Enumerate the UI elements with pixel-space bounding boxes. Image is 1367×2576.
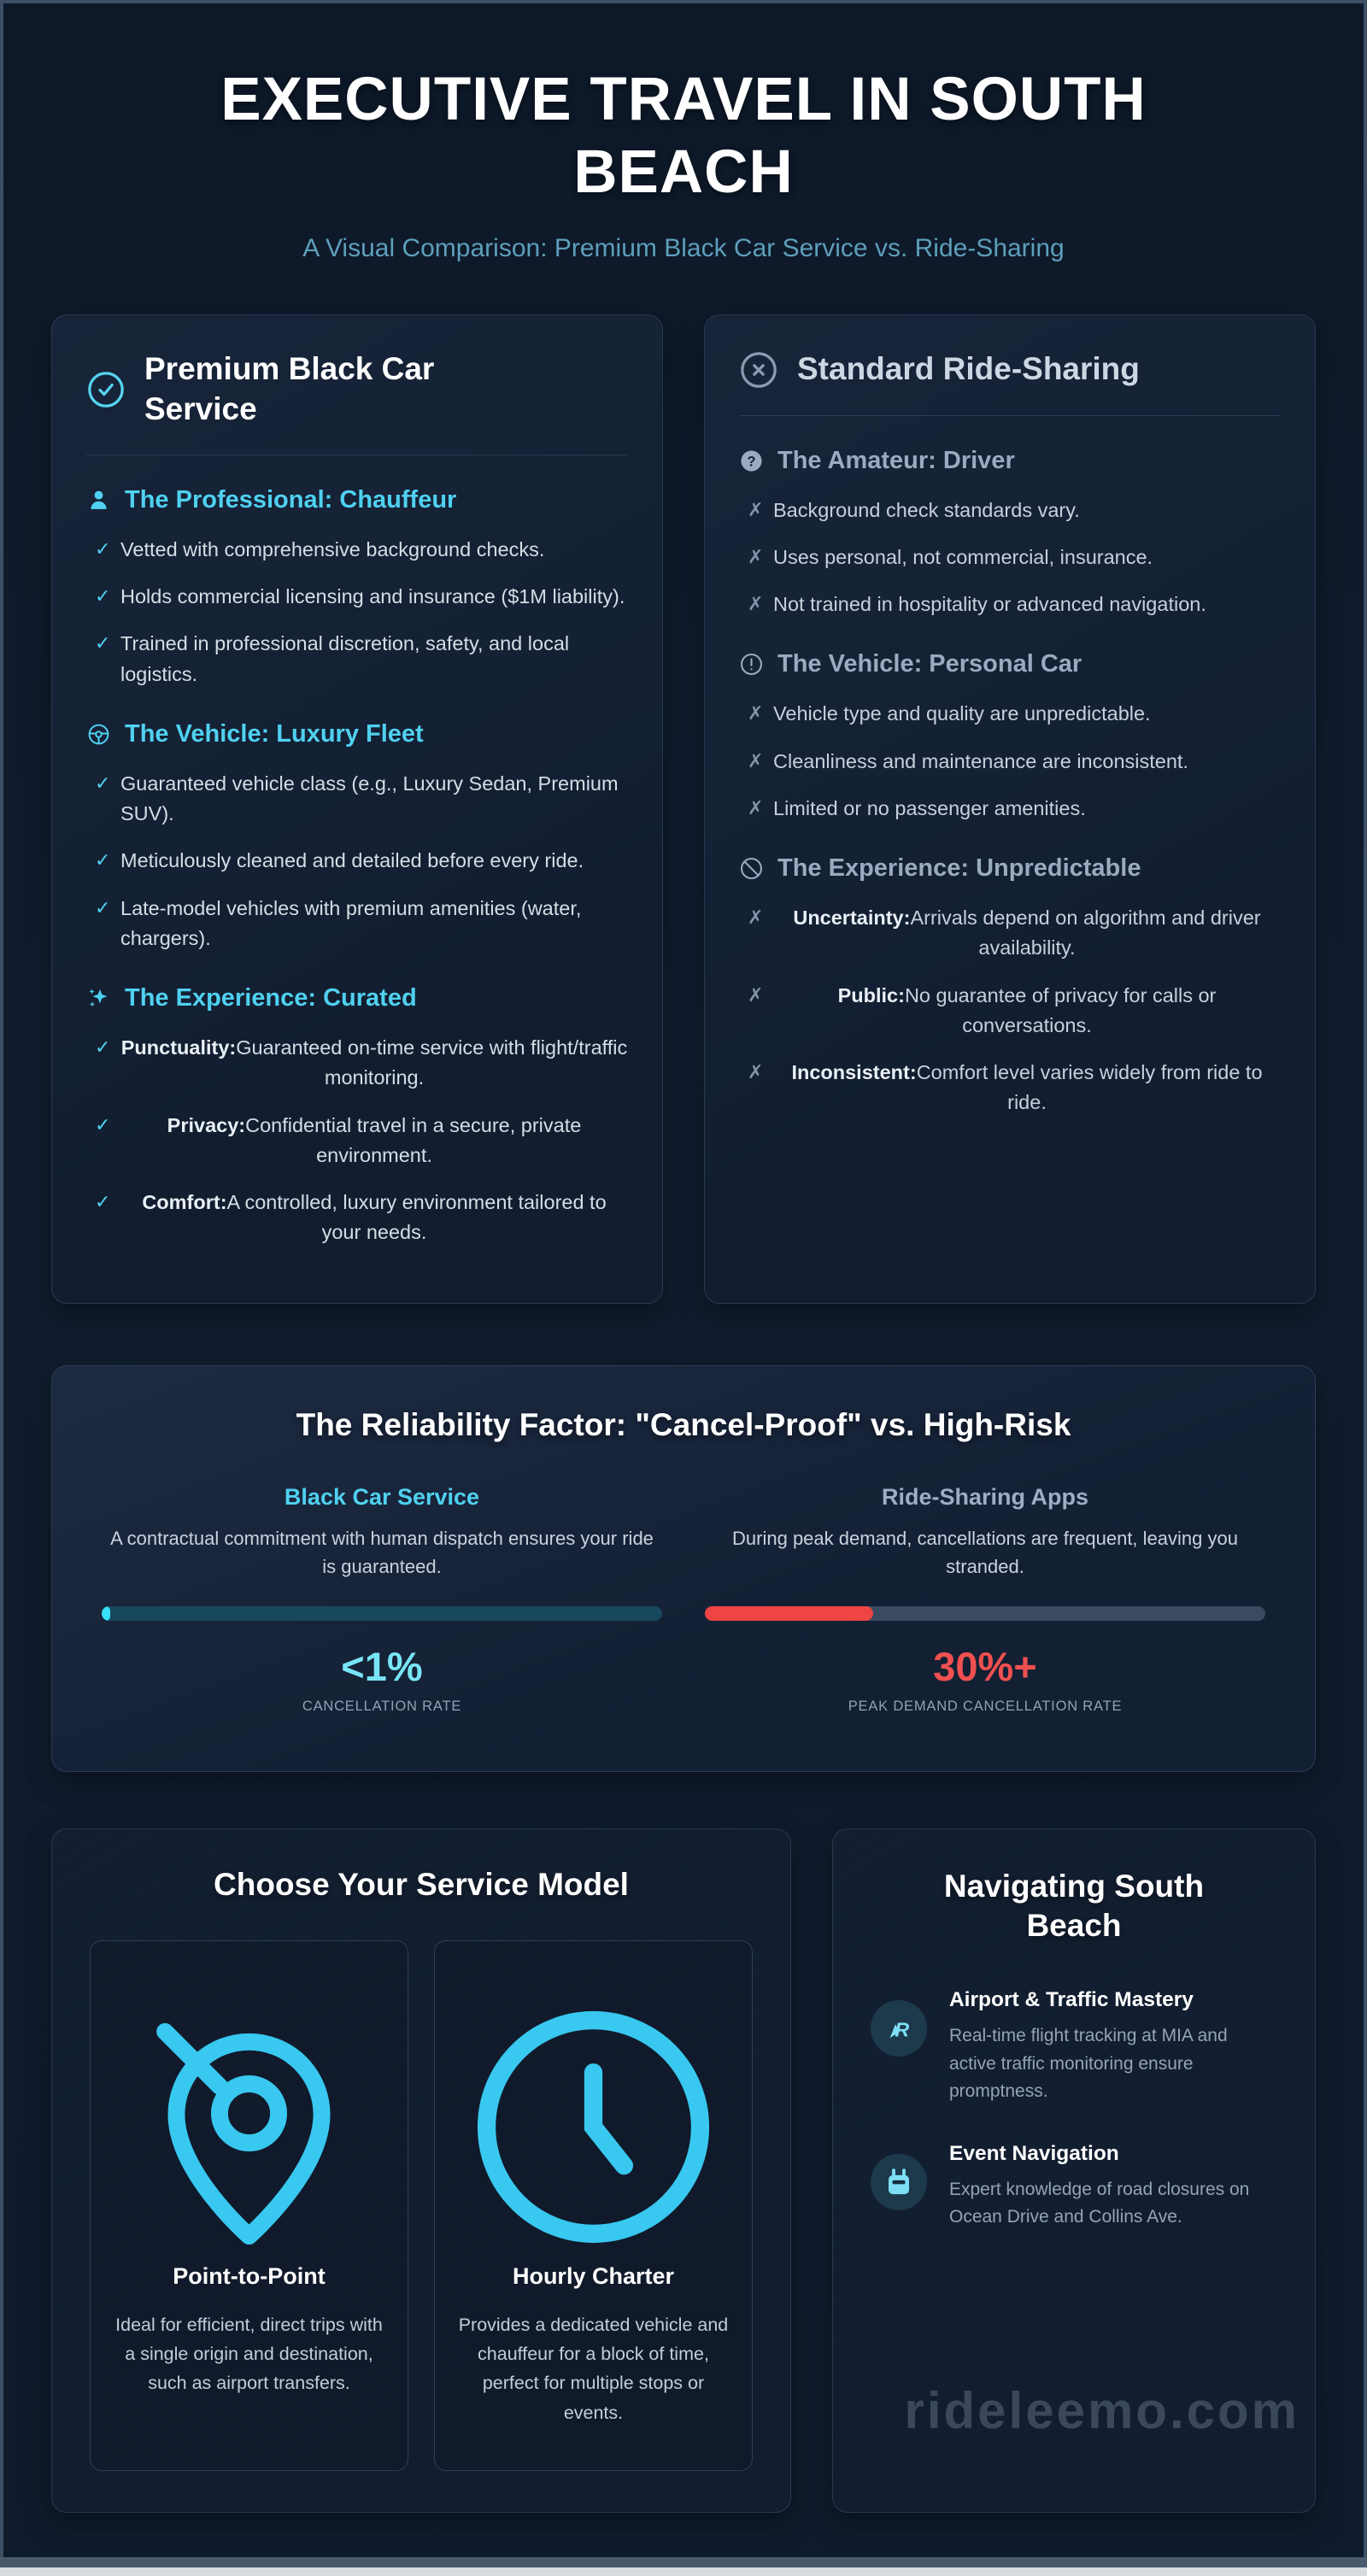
item-text: Holds commercial licensing and insurance ($1M liability).: [120, 585, 625, 608]
item-text: Cleanliness and maintenance are inconsistent.: [773, 749, 1188, 772]
check-icon: ✓: [95, 1191, 111, 1213]
x-icon: ✗: [748, 749, 764, 772]
x-icon: ✗: [748, 907, 764, 929]
item-text: Vehicle type and quality are unpredictable.: [773, 702, 1151, 725]
option-desc: Ideal for efficient, direct trips with a single origin and destination, such as airport transfers.: [115, 2314, 383, 2394]
check-icon: ✓: [95, 1113, 111, 1135]
option-desc: Provides a dedicated vehicle and chauffeur for a block of time, perfect for multiple stops or events.: [458, 2314, 729, 2423]
premium-card-header: [86, 349, 628, 429]
option-point-to-point: [90, 1940, 408, 2472]
list-item: [86, 769, 628, 830]
section-items: [86, 769, 628, 954]
check-icon: ✓: [95, 585, 111, 607]
list-item: [86, 1033, 628, 1094]
x-icon: ✗: [748, 983, 764, 1006]
item-text: Guaranteed vehicle class (e.g., Luxury Sedan, Premium SUV).: [120, 772, 619, 825]
reliability-title: The Reliability Factor: "Cancel-Proof" vs. High-Risk: [296, 1406, 1071, 1442]
rideshare-card-header: [739, 349, 1281, 389]
section-title: The Vehicle: Personal Car: [777, 650, 1082, 678]
section-title: The Amateur: Driver: [777, 446, 1015, 474]
list-item: [739, 699, 1281, 729]
navigating-item-events: [871, 2142, 1277, 2232]
service-model-title: Choose Your Service Model: [214, 1866, 629, 1902]
list-item: [86, 894, 628, 954]
item-label: Uncertainty:: [793, 907, 911, 930]
cancellation-rate-label: CANCELLATION RATE: [302, 1698, 462, 1714]
list-item: [86, 582, 628, 612]
list-item: [739, 543, 1281, 572]
x-icon: ✗: [748, 1061, 764, 1083]
section-items: [739, 903, 1281, 1118]
bar-fill: [705, 1606, 873, 1621]
sparkles-icon: [86, 986, 111, 1011]
x-icon: ✗: [748, 545, 764, 567]
check-icon: ✓: [95, 1036, 111, 1059]
user-icon: [86, 488, 111, 513]
section-header: [86, 984, 628, 1012]
help-circle-icon: [739, 449, 764, 473]
item-text: Background check standards vary.: [773, 498, 1080, 521]
bar-fill: [102, 1606, 110, 1621]
list-item: [739, 903, 1281, 964]
item-label: Inconsistent:: [791, 1061, 917, 1084]
check-icon: ✓: [95, 849, 111, 871]
item-text: Guaranteed on-time service with flight/traffic monitoring.: [236, 1036, 628, 1089]
x-circle-icon: [739, 350, 778, 390]
item-text: Vetted with comprehensive background checks.: [120, 537, 545, 560]
cancellation-rate-bar-high: [705, 1606, 1265, 1621]
list-item: [86, 535, 628, 565]
item-text: No guarantee of privacy for calls or conversations.: [904, 983, 1217, 1036]
check-icon: ✓: [95, 537, 111, 560]
section-items: [739, 496, 1281, 620]
page-background-strip: [0, 2567, 1367, 2576]
navigating-panel: [832, 1828, 1316, 2514]
list-item: [86, 1188, 628, 1248]
navigating-title: Navigating South Beach: [943, 1868, 1205, 1943]
peak-cancellation-label: PEAK DEMAND CANCELLATION RATE: [848, 1698, 1123, 1714]
option-title: Point-to-Point: [173, 2262, 326, 2289]
option-hourly-charter: [434, 1940, 753, 2472]
x-icon: ✗: [748, 796, 764, 819]
section-title: The Professional: Chauffeur: [125, 485, 457, 513]
calendar-icon: [871, 2154, 927, 2210]
page-subtitle: A Visual Comparison: Premium Black Car Service vs. Ride-Sharing: [302, 234, 1065, 263]
cancellation-rate-bar-low: [102, 1606, 662, 1621]
page-bottom-border: [0, 2557, 1367, 2567]
rideshare-card: [704, 314, 1316, 1303]
reliability-right-heading: Ride-Sharing Apps: [881, 1483, 1088, 1510]
item-text: Uses personal, not commercial, insurance.: [773, 545, 1153, 568]
cancellation-rate-value: <1%: [341, 1643, 423, 1689]
check-icon: ✓: [95, 772, 111, 794]
alert-circle-icon: [739, 652, 764, 677]
section-items: [86, 535, 628, 689]
comparison-section: [51, 314, 1316, 1303]
list-item: [86, 1111, 628, 1171]
item-label: Punctuality:: [120, 1036, 237, 1059]
bottom-section: [51, 1828, 1316, 2514]
x-icon: ✗: [748, 498, 764, 520]
svg-text:R: R: [895, 2018, 910, 2041]
navigating-item-airport: [871, 1988, 1277, 2106]
reliability-section: [51, 1365, 1316, 1772]
item-text: Comfort level varies widely from ride to ride.: [916, 1061, 1263, 1114]
section-header: [739, 650, 1281, 678]
ban-icon: [739, 856, 764, 881]
page-title: EXECUTIVE TRAVEL IN SOUTH BEACH: [220, 66, 1147, 207]
navigating-item-title: Event Navigation: [948, 2141, 1119, 2165]
x-icon: ✗: [748, 702, 764, 725]
section-header: [739, 854, 1281, 883]
steering-wheel-icon: [86, 722, 111, 747]
logo-r-icon: [871, 2000, 927, 2057]
section-title: The Experience: Unpredictable: [777, 854, 1141, 883]
reliability-right-desc: During peak demand, cancellations are frequent, leaving you stranded.: [732, 1527, 1238, 1577]
navigating-item-desc: Real-time flight tracking at MIA and active traffic monitoring ensure promptness.: [948, 2026, 1228, 2102]
service-model-panel: [51, 1828, 791, 2514]
list-item: [86, 629, 628, 689]
item-text: Confidential travel in a secure, private environment.: [245, 1113, 582, 1166]
item-text: A controlled, luxury environment tailored to your needs.: [226, 1191, 607, 1244]
reliability-rideshare-column: [705, 1484, 1265, 1715]
svg-text:?: ?: [747, 454, 756, 470]
section-title: The Vehicle: Luxury Fleet: [125, 719, 424, 748]
navigating-item-title: Airport & Traffic Mastery: [948, 1988, 1194, 2012]
item-text: Limited or no passenger amenities.: [773, 796, 1086, 819]
premium-card-title: Premium Black Car Service: [144, 351, 435, 426]
list-item: [739, 747, 1281, 777]
list-item: [739, 794, 1281, 824]
section-header: [86, 720, 628, 748]
section-header: [739, 447, 1281, 475]
item-text: Late-model vehicles with premium amenities (water, chargers).: [120, 896, 582, 949]
list-item: [739, 1058, 1281, 1118]
peak-cancellation-value: 30%+: [933, 1643, 1037, 1689]
section-items: [739, 699, 1281, 824]
section-items: [86, 1033, 628, 1248]
item-label: Comfort:: [142, 1191, 227, 1214]
item-label: Privacy:: [167, 1113, 246, 1136]
option-title: Hourly Charter: [512, 2262, 674, 2289]
item-text: Trained in professional discretion, safety, and local logistics.: [120, 632, 570, 685]
reliability-left-heading: Black Car Service: [284, 1483, 480, 1510]
clock-icon: [457, 1991, 730, 2263]
x-icon: ✗: [748, 593, 764, 615]
map-pin-icon: [113, 1991, 385, 2263]
item-text: Not trained in hospitality or advanced navigation.: [773, 593, 1206, 616]
item-label: Public:: [837, 983, 905, 1006]
check-circle-icon: [86, 370, 126, 409]
list-item: [739, 981, 1281, 1042]
rideshare-card-title: Standard Ride-Sharing: [797, 351, 1140, 387]
check-icon: ✓: [95, 632, 111, 654]
item-text: Arrivals depend on algorithm and driver availability.: [910, 907, 1261, 959]
divider: [739, 415, 1281, 416]
list-item: [739, 590, 1281, 619]
check-icon: ✓: [95, 896, 111, 918]
list-item: [86, 846, 628, 876]
section-header: [86, 486, 628, 514]
reliability-left-desc: A contractual commitment with human dispatch ensures your ride is guaranteed.: [110, 1527, 654, 1577]
reliability-black-car-column: [102, 1484, 662, 1715]
section-title: The Experience: Curated: [125, 984, 417, 1012]
item-text: Meticulously cleaned and detailed before every ride.: [120, 849, 584, 872]
premium-card: [51, 314, 663, 1303]
navigating-item-desc: Expert knowledge of road closures on Ocean Drive and Collins Ave.: [948, 2179, 1250, 2227]
list-item: [739, 496, 1281, 525]
watermark: rideleemo.com: [904, 2382, 1300, 2440]
